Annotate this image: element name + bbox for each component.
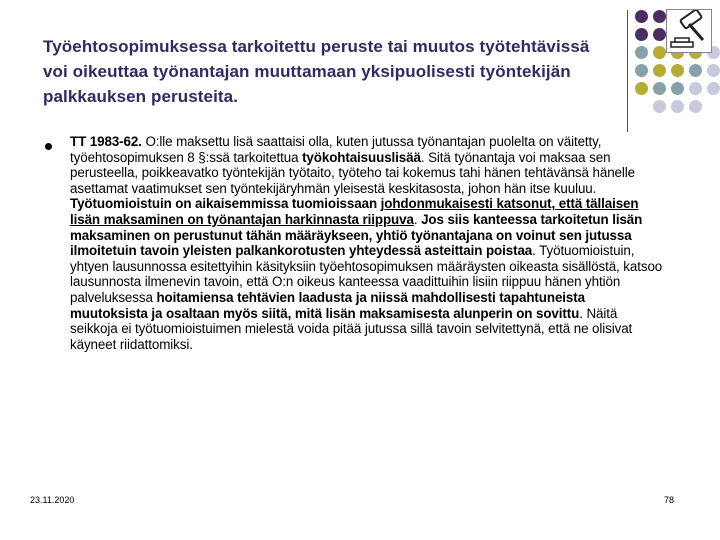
decorative-dot xyxy=(653,46,666,59)
decorative-dot xyxy=(671,100,684,113)
decorative-dot xyxy=(689,64,702,77)
case-reference: TT 1983-62. xyxy=(70,134,142,149)
decorative-dot xyxy=(635,10,648,23)
decorative-dot xyxy=(635,64,648,77)
decorative-dot xyxy=(635,28,648,41)
decorative-dot xyxy=(653,82,666,95)
bullet-marker xyxy=(44,140,53,154)
gavel-icon xyxy=(667,10,711,52)
decorative-dot xyxy=(671,64,684,77)
decorative-dot xyxy=(653,100,666,113)
decorative-dot xyxy=(689,100,702,113)
gavel-logo xyxy=(666,9,712,53)
footer-page-number: 78 xyxy=(664,495,675,505)
decorative-dot xyxy=(689,82,702,95)
footer-date: 23.11.2020 xyxy=(30,495,75,505)
decorative-dot xyxy=(653,10,666,23)
decorative-dot xyxy=(635,46,648,59)
page-title: Työehtosopimuksessa tarkoitettu peruste tai muutos työtehtävissä voi oikeuttaa työnantajan muuttamaan yksipuolisesti työntekijän palkkauksen perusteita. xyxy=(43,37,590,106)
decorative-dot xyxy=(635,82,648,95)
decorative-dot xyxy=(671,82,684,95)
decorative-dot xyxy=(653,64,666,77)
decorative-dot xyxy=(707,64,720,77)
body-paragraph: TT 1983-62. O:lle maksettu lisä saattaisi olla, kuten jutussa työnantajan puolelta on väitetty, työehtosopimuksen 8 §:ssä tarkoitettua työkohtaisuuslisää. Sitä työnantaja voi maksaa sen perusteella, poikkeavatko työntekijän työtaito, työteho tai kokemus tahi hänen tehtävänsä hänelle asettamat vaatimukset sen työntekijäryhmän yleisestä keskitasosta, johon hän itse kuuluu. Työtuomioistuin on aikaisemmissa tuomioissaan johdonmukaisesti katsonut, että tällaisen lisän maksaminen on työnantajan harkinnasta riippuva. Jos siis kanteessa tarkoitetun lisän maksaminen on perustunut tähän määräykseen, yhtiö työnantajana on voinut sen jutussa ilmoitetuin tavoin yleisten palkankorotusten yhteydessä asteittain poistaa. Työtuomioistuin, yhtyen lausunnossa esitettyihin käsityksiin työehtosopimuksen määräysten oikeasta sisällöstä, katsoo lausunnosta ilmenevin tavoin, että O:n oikeus kanteessa vaadittuihin lisiin riippuu hänen yhtiön palveluksessa hoitamiensa tehtävien laadusta ja niissä mahdollisesti tapahtuneista muutoksista ja osaltaan myös siitä, mitä lisän maksamisesta alunperin on sovittu. Näitä seikkoja ei työtuomioistuimen mielestä voida pitää jutussa sillä tavoin selvitettynä, että ne olisivat käyneet riidattomiksi. xyxy=(70,134,663,352)
decorative-dot xyxy=(707,82,720,95)
decorative-dot xyxy=(653,28,666,41)
decorative-dot-grid xyxy=(0,0,720,140)
